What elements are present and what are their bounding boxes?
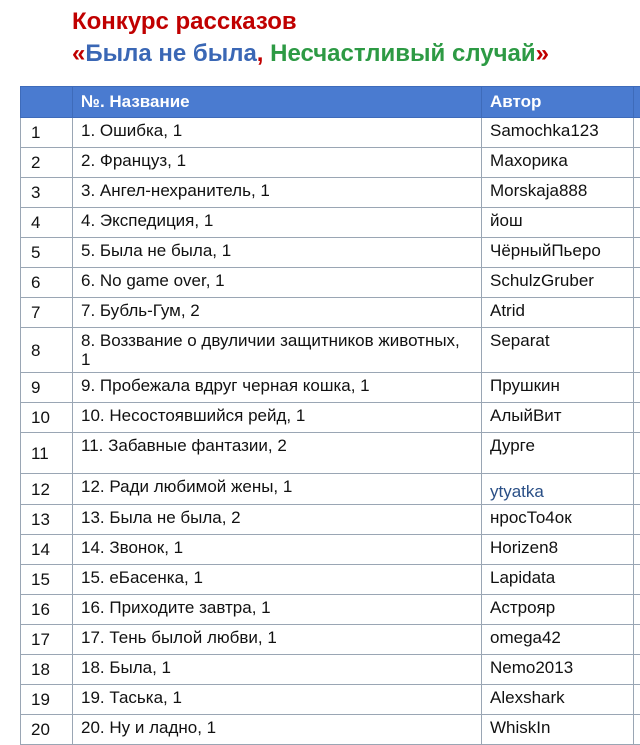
story-author: Morskaja888 <box>482 178 634 208</box>
row-extra-cell <box>634 328 640 373</box>
theme-1: Была не была <box>85 40 256 67</box>
story-title: 2. Француз, 1 <box>73 148 482 178</box>
story-title: 10. Несостоявшийся рейд, 1 <box>73 403 482 433</box>
table-row <box>21 328 640 373</box>
row-extra-cell <box>634 715 640 745</box>
row-number: 17 <box>21 625 73 655</box>
row-extra-cell <box>634 625 640 655</box>
story-author: Nemo2013 <box>482 655 634 685</box>
story-title: 18. Была, 1 <box>73 655 482 685</box>
story-author: АлыйВит <box>482 403 634 433</box>
row-extra-cell <box>634 505 640 535</box>
story-title: 8. Воззвание о двуличии защитников животных, 1 <box>73 328 482 373</box>
story-title: 11. Забавные фантазии, 2 <box>73 433 482 474</box>
story-author: SchulzGruber <box>482 268 634 298</box>
row-number: 2 <box>21 148 73 178</box>
story-title: 14. Звонок, 1 <box>73 535 482 565</box>
story-title: 4. Экспедиция, 1 <box>73 208 482 238</box>
row-extra-cell <box>634 178 640 208</box>
story-title: 7. Бубль-Гум, 2 <box>73 298 482 328</box>
table-row <box>21 595 640 625</box>
row-extra-cell <box>634 595 640 625</box>
table-row <box>21 178 640 208</box>
story-title: 16. Приходите завтра, 1 <box>73 595 482 625</box>
story-title: 9. Пробежала вдруг черная кошка, 1 <box>73 373 482 403</box>
story-title: 3. Ангел-нехранитель, 1 <box>73 178 482 208</box>
open-quote: « <box>72 40 85 67</box>
row-number: 10 <box>21 403 73 433</box>
story-title: 13. Была не была, 2 <box>73 505 482 535</box>
row-number: 12 <box>21 474 73 505</box>
story-title: 20. Ну и ладно, 1 <box>73 715 482 745</box>
story-author: ЧёрныйПьеро <box>482 238 634 268</box>
row-extra-cell <box>634 474 640 505</box>
row-number: 8 <box>21 328 73 373</box>
row-number: 7 <box>21 298 73 328</box>
row-number: 20 <box>21 715 73 745</box>
row-number: 15 <box>21 565 73 595</box>
stories-table <box>20 86 640 745</box>
row-extra-cell <box>634 403 640 433</box>
story-author: WhiskIn <box>482 715 634 745</box>
row-number: 14 <box>21 535 73 565</box>
row-extra-cell <box>634 118 640 148</box>
table-row <box>21 474 640 505</box>
row-number: 11 <box>21 433 73 474</box>
row-extra-cell <box>634 268 640 298</box>
story-author: omega42 <box>482 625 634 655</box>
row-extra-cell <box>634 298 640 328</box>
row-number: 18 <box>21 655 73 685</box>
row-extra-cell <box>634 148 640 178</box>
row-extra-cell <box>634 655 640 685</box>
table-row <box>21 238 640 268</box>
table-row <box>21 565 640 595</box>
row-extra-cell <box>634 373 640 403</box>
story-title: 5. Была не была, 1 <box>73 238 482 268</box>
row-number: 19 <box>21 685 73 715</box>
row-number: 9 <box>21 373 73 403</box>
story-author: ytyatka <box>482 474 634 505</box>
story-author: Lapidata <box>482 565 634 595</box>
story-author: Samochka123 <box>482 118 634 148</box>
table-row <box>21 505 640 535</box>
story-author: нросТо4ок <box>482 505 634 535</box>
row-number: 16 <box>21 595 73 625</box>
story-author: Horizen8 <box>482 535 634 565</box>
story-title: 17. Тень былой любви, 1 <box>73 625 482 655</box>
story-title: 12. Ради любимой жены, 1 <box>73 474 482 505</box>
table-row <box>21 118 640 148</box>
table-row <box>21 148 640 178</box>
row-extra-cell <box>634 433 640 474</box>
story-title: 15. еБасенка, 1 <box>73 565 482 595</box>
table-row <box>21 373 640 403</box>
row-number: 1 <box>21 118 73 148</box>
story-author: йош <box>482 208 634 238</box>
row-number: 5 <box>21 238 73 268</box>
table-header-row <box>21 87 640 118</box>
table-row <box>21 685 640 715</box>
story-title: 1. Ошибка, 1 <box>73 118 482 148</box>
theme-2: Несчастливый случай <box>270 40 536 67</box>
column-header-index <box>21 87 73 118</box>
table-row <box>21 268 640 298</box>
table-row <box>21 655 640 685</box>
table-row <box>21 433 640 474</box>
table-row <box>21 208 640 238</box>
row-number: 3 <box>21 178 73 208</box>
close-quote: » <box>536 40 549 67</box>
row-number: 6 <box>21 268 73 298</box>
story-author: Atrid <box>482 298 634 328</box>
story-author: Махорика <box>482 148 634 178</box>
row-number: 13 <box>21 505 73 535</box>
row-extra-cell <box>634 685 640 715</box>
table-row <box>21 535 640 565</box>
story-author: Прушкин <box>482 373 634 403</box>
stories-table-wrapper <box>20 86 640 745</box>
row-extra-cell <box>634 208 640 238</box>
story-title: 19. Таська, 1 <box>73 685 482 715</box>
row-extra-cell <box>634 535 640 565</box>
table-row <box>21 403 640 433</box>
column-header-author: Автор <box>482 87 634 118</box>
row-extra-cell <box>634 238 640 268</box>
page-title: Конкурс рассказов <box>72 8 297 36</box>
row-extra-cell <box>634 565 640 595</box>
story-author: Separat <box>482 328 634 373</box>
table-row <box>21 625 640 655</box>
theme-separator: , <box>257 40 270 67</box>
story-title: 6. No game over, 1 <box>73 268 482 298</box>
story-author: Alexshark <box>482 685 634 715</box>
column-header-extra <box>634 87 640 118</box>
column-header-title: №. Название <box>73 87 482 118</box>
contest-themes <box>72 40 549 68</box>
story-author: Дурге <box>482 433 634 474</box>
table-row <box>21 298 640 328</box>
row-number: 4 <box>21 208 73 238</box>
table-row <box>21 715 640 745</box>
story-author: Астрояр <box>482 595 634 625</box>
